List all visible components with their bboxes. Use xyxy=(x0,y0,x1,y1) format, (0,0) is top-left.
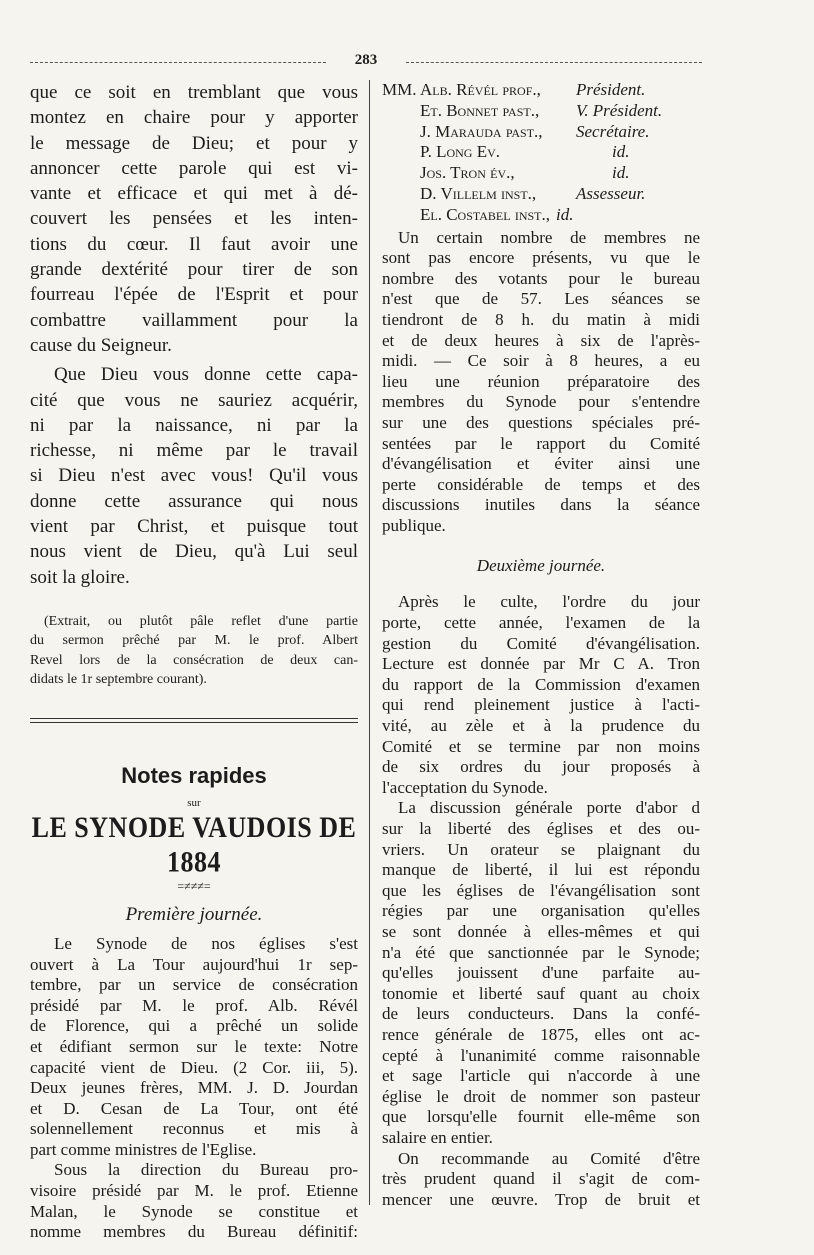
text-line: tions du cœur. Il faut avoir une xyxy=(30,233,358,255)
text-line: vité, au zèle et à la prudence du xyxy=(382,716,700,736)
text-line: manque de liberté, il lui est répondu xyxy=(382,860,700,880)
text-line: Après le culte, l'ordre du jour xyxy=(398,592,700,612)
paragraph-day1-opening xyxy=(30,934,358,1161)
member-name: P. Long Ev. xyxy=(420,142,501,162)
text-line: vante et efficace et qui met à dé- xyxy=(30,183,358,205)
text-line: salaire en entier. xyxy=(382,1127,493,1147)
member-prefix: MM. xyxy=(382,80,417,99)
right-column xyxy=(382,80,700,1210)
text-line: gestion du Comité d'évangélisation. xyxy=(382,633,700,653)
text-line: régies par une organisation qu'elles xyxy=(382,901,700,921)
member-role: id. xyxy=(556,204,574,224)
text-line: discussions inutiles dans la séance xyxy=(382,495,700,515)
member-prefix xyxy=(382,122,420,143)
text-line: sur la liberté des églises et des ou- xyxy=(382,819,700,839)
text-line: et édifiant sermon sur le texte: Notre xyxy=(30,1036,358,1056)
text-line: annoncer cette parole qui est vi- xyxy=(30,157,358,179)
paragraph-day2-report xyxy=(382,592,700,798)
text-line: et de deux heures à six de l'après- xyxy=(382,330,700,350)
column-divider xyxy=(369,80,370,1205)
member-name: Et. Bonnet past., xyxy=(420,100,540,120)
left-column xyxy=(30,80,358,1243)
member-row xyxy=(382,163,700,184)
text-line: n'est que de 57. Les séances se xyxy=(382,289,700,309)
text-line: couvert les pensées et les inten- xyxy=(30,208,358,230)
text-line: soit la gloire. xyxy=(30,566,130,588)
header-rule-left xyxy=(30,62,326,63)
member-prefix xyxy=(382,101,420,122)
text-line: qui rend pleinement justice à l'acti- xyxy=(382,695,700,715)
text-line: si Dieu n'est avec vous! Qu'il vous xyxy=(30,465,358,487)
member-row xyxy=(382,184,700,205)
text-line: sont pas encore présents, vu que le xyxy=(382,248,700,268)
member-name: J. Marauda past., xyxy=(420,121,543,141)
text-line: porte, cette année, l'examen de la xyxy=(382,613,700,633)
text-line: qu'elles jouissent d'une parfaite au- xyxy=(382,963,700,983)
day1-title: Première journée. xyxy=(125,903,263,925)
member-name: El. Costabel inst., xyxy=(420,204,551,224)
text-line: lieu une réunion préparatoire des xyxy=(382,371,700,391)
text-line: midi. — Ce soir à 8 heures, a eu xyxy=(382,351,700,371)
text-line: tiendront de 8 h. du matin à midi xyxy=(382,309,700,329)
member-name: D. Villelm inst., xyxy=(420,183,537,203)
text-line: Sous la direction du Bureau pro- xyxy=(54,1160,358,1180)
section-title: Notes rapides xyxy=(121,762,267,788)
text-line: cité que vous ne sauriez acquérir, xyxy=(30,389,358,411)
text-line: de leurs conducteurs. Dans la confé- xyxy=(382,1004,700,1024)
text-line: se sont donnée à elles-mêmes et qui xyxy=(382,921,700,941)
text-line: Comité et se termine par non moins xyxy=(382,736,700,756)
member-role: Assesseur. xyxy=(576,183,646,203)
text-line: membres du Synode pour s'entendre xyxy=(382,392,700,412)
member-row xyxy=(382,205,700,226)
text-line: publique. xyxy=(382,515,446,535)
paragraph-liberty xyxy=(382,798,700,1148)
member-row xyxy=(382,80,700,101)
day2-title: Deuxième journée. xyxy=(476,556,606,576)
text-line: nombre des votants pour le bureau xyxy=(382,268,700,288)
text-line: cause du Seigneur. xyxy=(30,334,172,356)
text-line: très prudent quand il s'agit de com- xyxy=(382,1169,700,1189)
note-line: didats le 1r septembre courant). xyxy=(30,672,207,688)
text-line: du rapport de la Commission d'examen xyxy=(382,674,700,694)
text-line: sentées par le rapport du Comité xyxy=(382,433,700,453)
bureau-members xyxy=(382,80,700,226)
text-line: de Florence, qui a prêché un solide xyxy=(30,1016,358,1036)
text-line: Deux jeunes frères, MM. J. D. Jourdan xyxy=(30,1078,358,1098)
text-line: La discussion générale porte d'abor d xyxy=(398,798,700,818)
section-separator xyxy=(30,718,358,723)
paragraph-attendance xyxy=(382,228,700,537)
text-line: que ce soit en tremblant que vous xyxy=(30,82,358,103)
text-line: vient par Christ, et puisque tout xyxy=(30,516,358,538)
member-row xyxy=(382,122,700,143)
paragraph-prudence xyxy=(382,1149,700,1211)
page-header xyxy=(30,52,702,74)
text-line: nomme membres du Bureau définitif: xyxy=(30,1222,358,1242)
text-line: richesse, ni même par le travail xyxy=(30,440,358,462)
paragraph-day1-bureau xyxy=(30,1160,358,1242)
text-line: tembre, par un service de consécration xyxy=(30,975,358,995)
text-line: Un certain nombre de membres ne xyxy=(398,227,700,247)
text-line: n'a été que sanctionnée par le Synode; xyxy=(382,942,700,962)
text-line: rence générale de 1875, elles ont ac- xyxy=(382,1024,700,1044)
text-line: ouvert à La Tour aujourd'hui 1r sep- xyxy=(30,954,358,974)
text-line: et sage l'article qui n'accorde à une xyxy=(382,1066,700,1086)
paragraph-sermon-end xyxy=(30,80,358,358)
text-line: tonomie et liberté sauf quant au choix xyxy=(382,983,700,1003)
member-name: Jos. Tron év., xyxy=(420,163,515,183)
text-line: On recommande au Comité d'être xyxy=(398,1148,700,1168)
member-row xyxy=(382,101,700,122)
text-line: combattre vaillamment pour la xyxy=(30,309,358,331)
member-name: Alb. Révél prof., xyxy=(420,80,541,99)
member-role: Président. xyxy=(576,80,646,99)
note-line: Revel lors de la consécration de deux can- xyxy=(30,652,358,668)
member-role: V. Président. xyxy=(576,100,663,120)
text-line: d'évangélisation et éviter ainsi une xyxy=(382,454,700,474)
member-prefix xyxy=(382,142,420,163)
member-prefix xyxy=(382,163,420,184)
text-line: cepté à l'unanimité comme raisonnable xyxy=(382,1045,700,1065)
text-line: de six ordres du jour proposés à xyxy=(382,757,700,777)
member-prefix xyxy=(382,205,420,226)
synod-heading: LE SYNODE VAUDOIS DE 1884 xyxy=(31,810,357,879)
text-line: solennellement reconnus et mis à xyxy=(30,1119,358,1139)
text-line: visoire présidé par M. le prof. Etienne xyxy=(30,1181,358,1201)
ornament: =≠≠≠= xyxy=(177,878,211,893)
text-line: présidé par M. le prof. Alb. Révél xyxy=(30,995,358,1015)
text-line: part comme ministres de l'Eglise. xyxy=(30,1139,257,1159)
paragraph-blessing xyxy=(30,362,358,590)
header-rule-right xyxy=(406,62,702,63)
text-line: et D. Cesan de La Tour, ont été xyxy=(30,1098,358,1118)
text-line: Le Synode de nos églises s'est xyxy=(54,933,358,953)
text-line: que les églises de l'évangélisation sont xyxy=(382,880,700,900)
text-line: fourreau l'épée de l'Esprit et pour xyxy=(30,284,358,306)
note-line: du sermon prêché par M. le prof. Albert xyxy=(30,633,358,649)
text-line: mencer une œuvre. Trop de bruit et xyxy=(382,1189,700,1209)
text-line: Que Dieu vous donne cette capa- xyxy=(54,364,358,386)
text-line: nous vient de Dieu, qu'à Lui seul xyxy=(30,541,358,563)
text-line: le message de Dieu; et pour y xyxy=(30,132,358,154)
text-line: église le droit de nommer son pasteur xyxy=(382,1086,700,1106)
text-line: l'acceptation du Synode. xyxy=(382,777,548,797)
text-line: grande dextérité pour tirer de son xyxy=(30,259,358,281)
page-number: 283 xyxy=(354,52,378,68)
member-row xyxy=(382,142,700,163)
member-role: id. xyxy=(612,142,630,162)
section-sur: sur xyxy=(187,796,201,809)
text-line: capacité vient de Dieu. (2 Cor. iii, 5). xyxy=(30,1057,358,1077)
text-line: Lecture est donnée par Mr C A. Tron xyxy=(382,654,700,674)
member-role: id. xyxy=(612,163,630,183)
text-line: que lorsqu'elle fournit elle-même son xyxy=(382,1107,700,1127)
text-line: ni par la naissance, ni par la xyxy=(30,414,358,436)
text-line: sur une des questions spéciales pré- xyxy=(382,412,700,432)
text-line: perte considérable de temps et des xyxy=(382,474,700,494)
text-line: vriers. Un orateur se plaignant du xyxy=(382,839,700,859)
note-line: (Extrait, ou plutôt pâle reflet d'une partie xyxy=(44,613,358,629)
member-prefix xyxy=(382,184,420,205)
text-line: Malan, le Synode se constitue et xyxy=(30,1201,358,1221)
sermon-note xyxy=(30,612,358,690)
text-line: montez en chaire pour y apporter xyxy=(30,107,358,129)
text-line: donne cette assurance qui nous xyxy=(30,490,358,512)
member-role: Secrétaire. xyxy=(576,121,650,141)
